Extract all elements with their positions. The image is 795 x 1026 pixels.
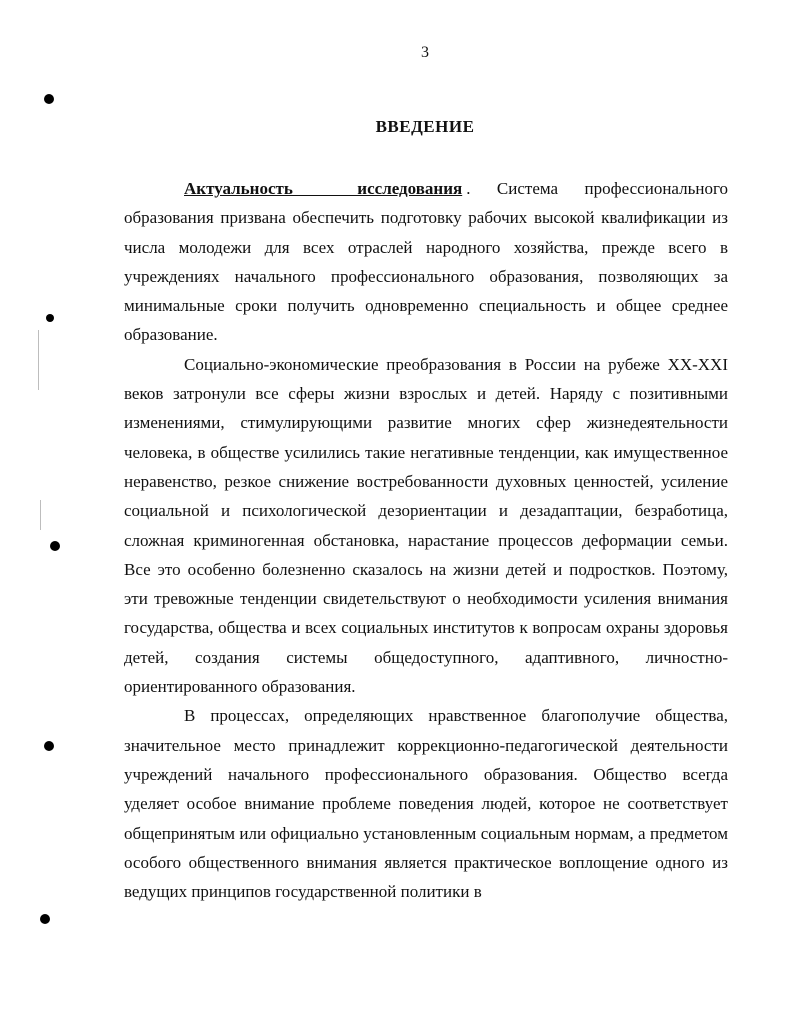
scan-mark xyxy=(40,500,41,530)
lead-punctuation: . xyxy=(466,179,471,198)
scan-mark xyxy=(38,330,39,390)
document-body xyxy=(124,174,728,906)
page-heading: ВВЕДЕНИЕ xyxy=(375,117,475,136)
paragraph-lead-title: Актуальность исследования xyxy=(184,179,463,198)
punch-hole-2 xyxy=(46,314,54,322)
punch-hole-4 xyxy=(44,741,54,751)
page-number: 3 xyxy=(421,44,429,61)
punch-hole-1 xyxy=(44,94,54,104)
punch-hole-5 xyxy=(40,914,50,924)
paragraph-2: Социально-экономические преобразования в России на рубеже XX-XXI веков затронули все сферы жизни взрослых и детей. Наряду с позитивными изменениями, стимулирующими развитие многих сфер жизнедеятельности человека, в обществе усилились такие негативные тенденции, как имущественное неравенство, резкое снижение востребованности духовных ценностей, усиление социальной и психологической дезориентации и дезадаптации, безработица, сложная криминогенная обстановка, нарастание процессов деформации семьи. Все это особенно болезненно сказалось на жизни детей и подростков. Поэтому, эти тревожные тенденции свидетельствуют о необходимости усиления внимания государства, общества и всех социальных институтов к вопросам охраны здоровья детей, создания системы общедоступного, адаптивного, личностно-ориентированного образования. xyxy=(124,354,728,697)
paragraph-1 xyxy=(124,174,728,350)
paragraph-1-text: Система профессионального образования призвана обеспечить подготовку рабочих высокой квалификации из числа молодежи для всех отраслей народного хозяйства, прежде всего в учреждениях начального профессионального образования, позволяющих за минимальные сроки получить одновременно специальность и общее среднее образование. xyxy=(124,179,728,345)
punch-hole-3 xyxy=(50,541,60,551)
paragraph-3: В процессах, определяющих нравственное благополучие общества, значительное место принадлежит коррекционно-педагогической деятельности учреждений начального профессионального образования. Общество всегда уделяет особое внимание проблеме поведения людей, которое не соответствует общепринятым или официально установленным социальным нормам, а предметом особого общественного внимания является практическое воплощение одного из ведущих принципов государственной политики в xyxy=(124,706,728,902)
